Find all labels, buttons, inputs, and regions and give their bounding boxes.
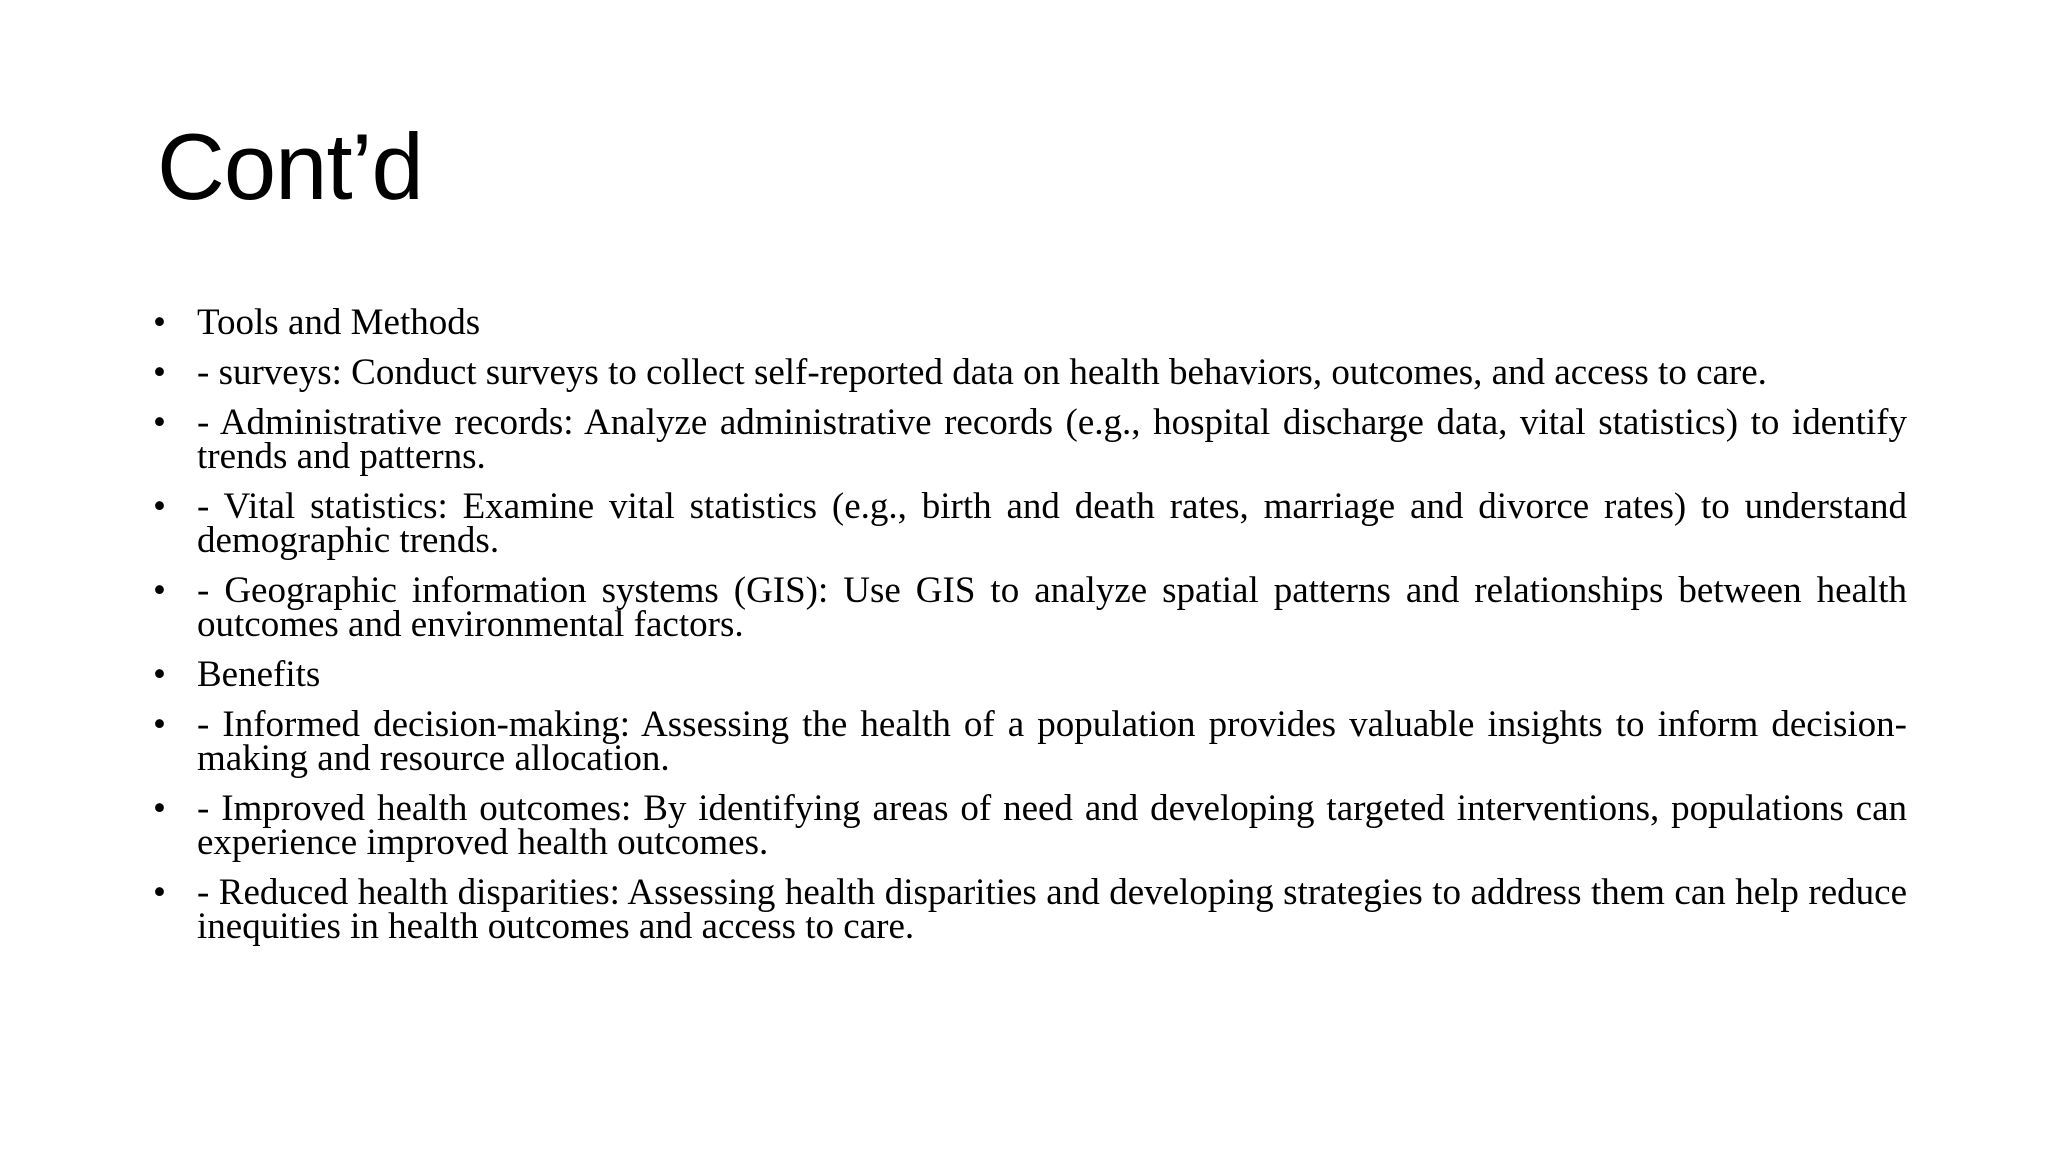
- bullet-item-vital-statistics: [153, 486, 1907, 561]
- bullet-item-benefits: [153, 654, 1907, 695]
- bullet-marker: •: [153, 872, 166, 913]
- bullet-text: - Improved health outcomes: By identifying areas of need and developing targeted interventions, populations can experience improved health outcomes.: [197, 788, 1907, 863]
- bullet-marker: •: [153, 654, 166, 695]
- bullet-text: - Vital statistics: Examine vital statistics (e.g., birth and death rates, marriage and divorce rates) to understand demographic trends.: [197, 486, 1907, 561]
- bullet-text: - Reduced health disparities: Assessing health disparities and developing strategies to address them can help reduce inequities in health outcomes and access to care.: [197, 872, 1907, 947]
- bullet-item-administrative-records: [153, 402, 1907, 477]
- bullet-marker: •: [153, 486, 166, 527]
- bullet-marker: •: [153, 704, 166, 745]
- bullet-text: Benefits: [197, 654, 321, 695]
- bullet-text: - Informed decision-making: Assessing the health of a population provides valuable insights to inform decision-making and resource allocation.: [197, 704, 1907, 779]
- bullet-marker: •: [153, 352, 166, 393]
- bullet-text: - Administrative records: Analyze administrative records (e.g., hospital discharge data, vital statistics) to identify trends and patterns.: [197, 402, 1907, 477]
- bullet-item-informed-decision-making: [153, 704, 1907, 779]
- slide-title: Cont’d: [157, 114, 423, 219]
- bullet-item-surveys: [153, 352, 1907, 393]
- bullet-list: [153, 302, 1907, 960]
- bullet-item-improved-health-outcomes: [153, 788, 1907, 863]
- bullet-marker: •: [153, 788, 166, 829]
- bullet-marker: •: [153, 570, 166, 611]
- bullet-marker: •: [153, 302, 166, 343]
- bullet-item-reduced-health-disparities: [153, 872, 1907, 947]
- bullet-item-tools-and-methods: [153, 302, 1907, 343]
- bullet-text: Tools and Methods: [197, 302, 481, 343]
- bullet-item-gis: [153, 570, 1907, 645]
- bullet-marker: •: [153, 402, 166, 443]
- bullet-text: - surveys: Conduct surveys to collect self-reported data on health behaviors, outcomes, and access to care.: [197, 352, 1767, 393]
- bullet-text: - Geographic information systems (GIS): Use GIS to analyze spatial patterns and relationships between health outcomes and environmental factors.: [197, 570, 1907, 645]
